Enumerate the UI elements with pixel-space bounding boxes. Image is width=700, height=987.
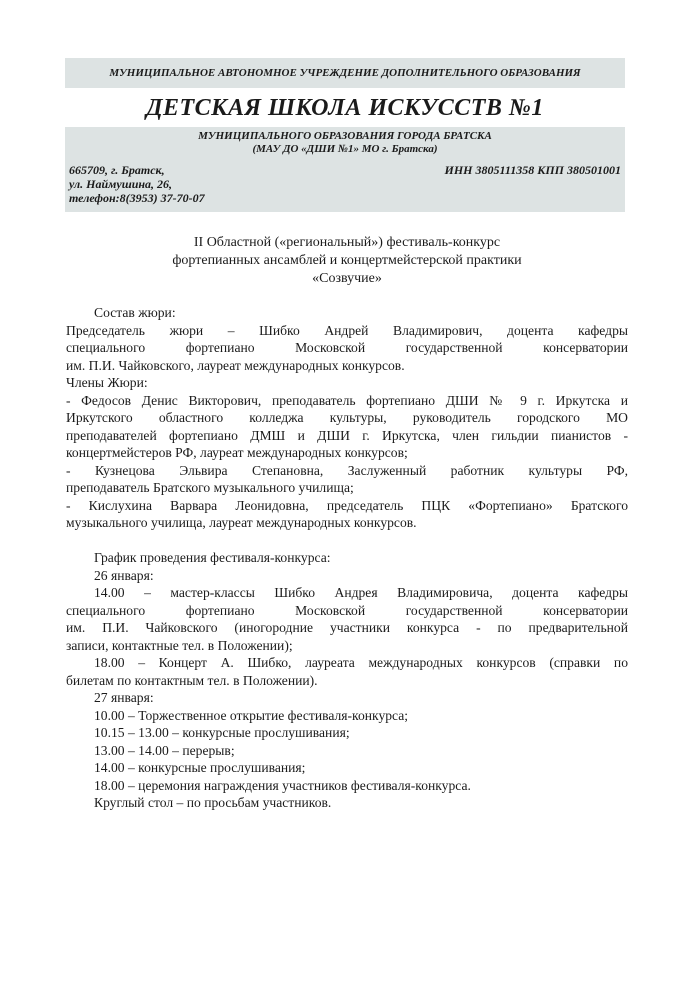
paragraph — [66, 654, 628, 689]
org-type-band — [65, 58, 625, 88]
document-title — [66, 234, 628, 288]
body-line: 14.00 – конкурсные прослушивания; — [94, 760, 306, 775]
address-block — [69, 163, 205, 205]
body-line: 27 января: — [94, 690, 154, 705]
paragraph — [66, 567, 628, 585]
address-line-1: 665709, г. Братск, — [69, 163, 165, 177]
contact-row — [69, 163, 621, 205]
body-line: Иркутского областного колледжа культуры, руководитель городского МО — [66, 410, 628, 425]
inn-kpp: ИНН 3805111358 КПП 380501001 — [444, 163, 621, 177]
body-line: специального фортепиано Московской государственной консерватории — [66, 602, 628, 618]
body-line: 14.00 – мастер-классы Шибко Андрея Владимировича, доцента кафедры — [94, 585, 628, 600]
title-line-2: фортепианных ансамблей и концертмейстерской практики — [172, 253, 522, 268]
paragraph — [66, 794, 628, 812]
address-line-2: ул. Наймушина, 26, — [69, 177, 173, 191]
phone-line: телефон:8(3953) 37-70-07 — [69, 191, 205, 205]
title-line-3: «Созвучие» — [312, 271, 382, 286]
paragraph — [66, 584, 628, 654]
body-line: Круглый стол – по просьбам участников. — [94, 795, 332, 810]
body-line: 10.15 – 13.00 – конкурсные прослушивания; — [94, 725, 350, 740]
body-line: 26 января: — [94, 567, 154, 583]
body-line: концертмейстеров РФ, лауреат международных конкурсов; — [66, 445, 408, 460]
paragraph — [66, 497, 628, 532]
body-line: записи, контактные тел. в Положении); — [66, 637, 293, 653]
body-line: 10.00 – Торжественное открытие фестиваля-конкурса; — [94, 707, 409, 723]
paragraph — [66, 777, 628, 795]
body-line: музыкального училища, лауреат международных конкурсов. — [66, 515, 417, 530]
school-name: ДЕТСКАЯ ШКОЛА ИСКУССТВ №1 — [146, 94, 544, 121]
body-line: билетам по контактным тел. в Положении). — [66, 672, 318, 688]
body-line: им. П.И. Чайковского, лауреат международных конкурсов. — [66, 357, 405, 373]
document-body — [66, 304, 628, 812]
letterhead — [65, 58, 625, 212]
org-type-text: МУНИЦИПАЛЬНОЕ АВТОНОМНОЕ УЧРЕЖДЕНИЕ ДОПОЛНИТЕЛЬНОГО ОБРАЗОВАНИЯ — [109, 66, 581, 79]
paragraph — [66, 549, 628, 567]
body-line: преподаватель Братского музыкального училища; — [66, 480, 354, 495]
title-line-1: II Областной («региональный») фестиваль-конкурс — [193, 235, 501, 250]
school-name-band — [65, 88, 625, 127]
paragraph — [66, 724, 628, 742]
org-subtitle-line1: МУНИЦИПАЛЬНОГО ОБРАЗОВАНИЯ ГОРОДА БРАТСКА — [198, 130, 492, 142]
paragraph — [66, 689, 628, 707]
body-line: - Кислухина Варвара Леонидовна, председатель ПЦК «Фортепиано» Братского — [66, 497, 628, 513]
body-line: преподавателей фортепиано ДМШ и ДШИ г. Иркутска, член гильдии пианистов - — [66, 427, 628, 443]
paragraph — [66, 304, 628, 322]
body-line: 13.00 – 14.00 – перерыв; — [94, 742, 235, 758]
org-details-band — [65, 127, 625, 212]
body-line: 18.00 – Концерт А. Шибко, лауреата международных конкурсов (справки по — [94, 655, 628, 670]
body-line: им. П.И. Чайковского (иногородние участники конкурса - по предварительной — [66, 620, 628, 635]
paragraph — [66, 374, 628, 392]
body-line: График проведения фестиваля-конкурса: — [94, 550, 331, 565]
paragraph — [66, 707, 628, 725]
paragraph — [66, 322, 628, 375]
body-line: 18.00 – церемония награждения участников фестиваля-конкурса. — [94, 777, 471, 793]
body-line: - Кузнецова Эльвира Степановна, Заслуженный работник культуры РФ, — [66, 462, 628, 478]
org-subtitle-line2: (МАУ ДО «ДШИ №1» МО г. Братска) — [252, 143, 438, 155]
body-line: специального фортепиано Московской государственной консерватории — [66, 340, 628, 355]
body-line: Председатель жюри – Шибко Андрей Владимирович, доцента кафедры — [66, 322, 628, 338]
blank-line — [66, 532, 628, 550]
paragraph — [66, 742, 628, 760]
paragraph — [66, 462, 628, 497]
body-line: Состав жюри: — [94, 305, 176, 320]
body-line: - Федосов Денис Викторович, преподаватель фортепиано ДШИ № 9 г. Иркутска и — [66, 392, 628, 408]
paragraph — [66, 759, 628, 777]
body-line: Члены Жюри: — [66, 375, 148, 390]
paragraph — [66, 392, 628, 462]
